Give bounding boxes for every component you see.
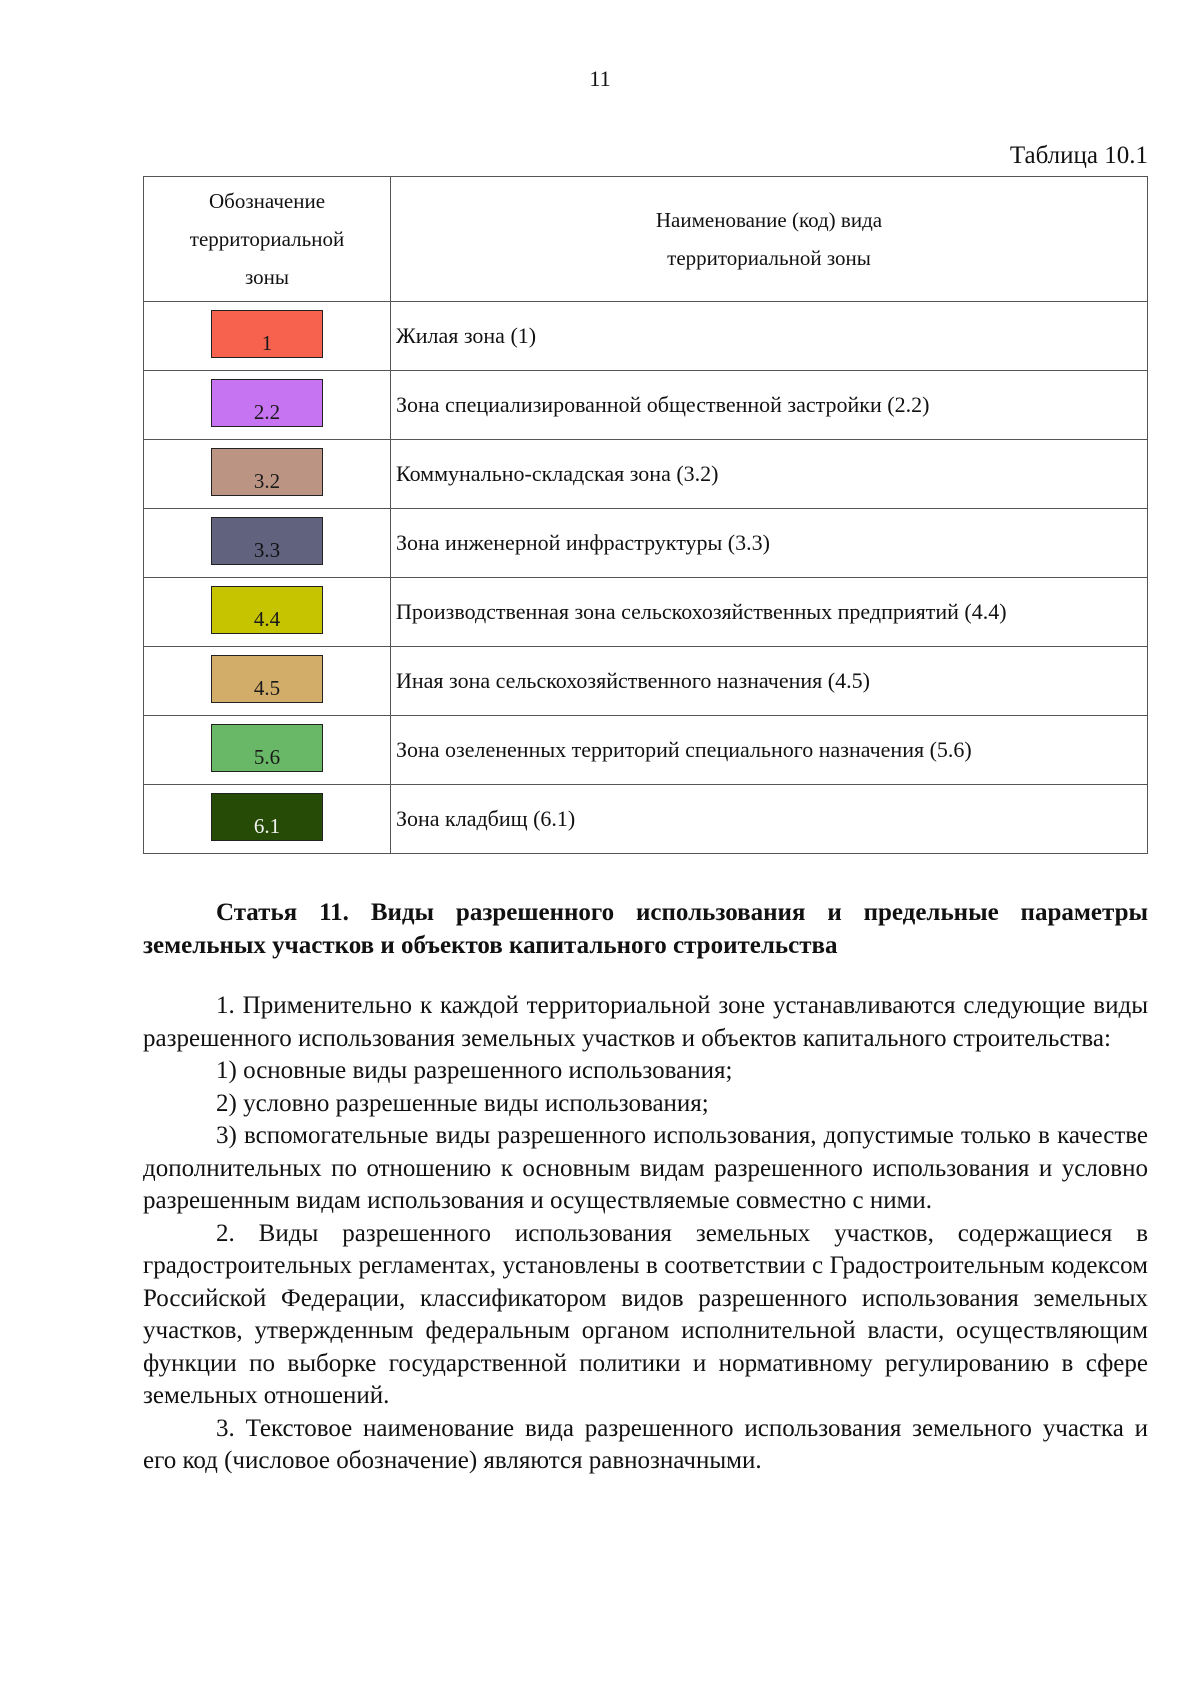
zone-name: Зона озелененных территорий специального назначения (5.6) — [391, 716, 1148, 785]
zone-name: Жилая зона (1) — [391, 302, 1148, 371]
zone-code: 4.5 — [253, 675, 281, 700]
zones-table-body — [144, 302, 1148, 854]
paragraph: 3. Текстовое наименование вида разрешенного использования земельного участка и его код (числовое обозначение) являются равнозначными. — [143, 1414, 1148, 1474]
zone-code: 1 — [261, 330, 273, 355]
table-row — [144, 716, 1148, 785]
table-row — [144, 302, 1148, 371]
article-title-text: Статья 11. Виды разрешенного использования и предельные параметры земельных участков и объектов капитального строительства — [143, 899, 1148, 959]
zone-swatch-cell — [144, 509, 391, 578]
zone-color-swatch — [211, 517, 323, 565]
zone-color-swatch — [211, 793, 323, 841]
zone-name: Коммунально-складская зона (3.2) — [391, 440, 1148, 509]
table-row — [144, 440, 1148, 509]
zone-color-swatch — [211, 310, 323, 358]
zone-code: 4.4 — [253, 606, 281, 631]
paragraph: 2. Виды разрешенного использования земельных участков, содержащиеся в градостроительных регламентах, установлены в соответствии с Градостроительным кодексом Российской Федерации, классификатором видов разрешенного использования земельных участков, утвержденным федеральным органом исполнительной власти, осуществляющим функции по выборке государственной политики и нормативному регулированию в сфере земельных отношений. — [143, 1219, 1148, 1409]
zone-code: 2.2 — [253, 399, 281, 424]
zones-table — [143, 176, 1148, 854]
table-caption: Таблица 10.1 — [1009, 142, 1148, 169]
zone-name: Зона кладбищ (6.1) — [391, 785, 1148, 854]
zone-swatch-cell — [144, 440, 391, 509]
zone-color-swatch — [211, 724, 323, 772]
table-row — [144, 785, 1148, 854]
table-row — [144, 578, 1148, 647]
zone-swatch-cell — [144, 647, 391, 716]
zone-name: Производственная зона сельскохозяйственных предприятий (4.4) — [391, 578, 1148, 647]
page-number: 11 — [589, 66, 611, 91]
paragraph: 3) вспомогательные виды разрешенного использования, допустимые только в качестве дополнительных по отношению к основным видам разрешенного использования и условно разрешенным видам использования и осуществляемые совместно с ними. — [143, 1122, 1148, 1214]
table-row — [144, 371, 1148, 440]
zone-swatch-cell — [144, 716, 391, 785]
paragraph: 1. Применительно к каждой территориальной зоне устанавливаются следующие виды разрешенного использования земельных участков и объектов капитального строительства: — [143, 992, 1148, 1052]
table-row — [144, 647, 1148, 716]
table-header-row — [144, 177, 1148, 302]
zone-name: Иная зона сельскохозяйственного назначения (4.5) — [391, 647, 1148, 716]
zone-color-swatch — [211, 448, 323, 496]
zone-swatch-cell — [144, 578, 391, 647]
table-row — [144, 509, 1148, 578]
article-title — [143, 896, 1148, 962]
paragraph: 2) условно разрешенные виды использования; — [216, 1089, 709, 1117]
article-body — [143, 990, 1148, 1478]
zone-color-swatch — [211, 586, 323, 634]
zone-code: 5.6 — [253, 744, 281, 769]
zone-code: 6.1 — [253, 813, 281, 838]
zone-swatch-cell — [144, 785, 391, 854]
paragraph: 1) основные виды разрешенного использования; — [216, 1057, 733, 1084]
zone-name: Зона специализированной общественной застройки (2.2) — [391, 371, 1148, 440]
zone-color-swatch — [211, 655, 323, 703]
header-zone-designation: Обозначение территориальной зоны — [144, 177, 391, 302]
header-zone-name: Наименование (код) вида территориальной зоны — [391, 177, 1148, 302]
zone-swatch-cell — [144, 302, 391, 371]
zone-code: 3.3 — [253, 537, 281, 562]
zone-color-swatch — [211, 379, 323, 427]
zone-name: Зона инженерной инфраструктуры (3.3) — [391, 509, 1148, 578]
zone-swatch-cell — [144, 371, 391, 440]
zone-code: 3.2 — [253, 468, 281, 493]
